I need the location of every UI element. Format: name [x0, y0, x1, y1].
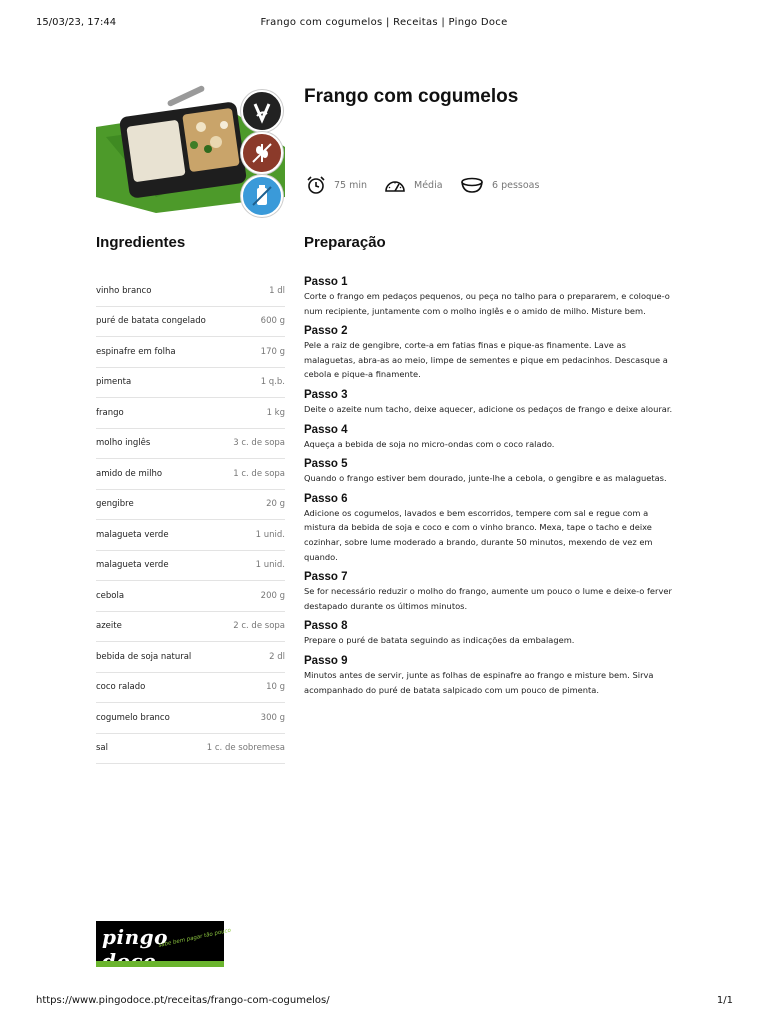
difficulty — [384, 174, 443, 196]
ingredient-row — [96, 581, 285, 612]
ingredient-quantity: 170 g — [260, 346, 285, 357]
step-title: Passo 9 — [304, 654, 348, 667]
step-1 — [304, 275, 674, 318]
ingredient-name: malagueta verde — [96, 560, 169, 571]
ingredient-name: puré de batata congelado — [96, 316, 206, 327]
servings-value: 6 pessoas — [492, 179, 540, 191]
lactose-free-badge — [241, 175, 283, 217]
print-url: https://www.pingodoce.pt/receitas/frango-com-cogumelos/ — [36, 995, 330, 1006]
step-text: Corte o frango em pedaços pequenos, ou peça no talho para o prepararem, e coloque-o num recipiente, juntamente com o molho inglês e o amido de milho. Misture bem. — [304, 291, 670, 316]
ingredient-row — [96, 307, 285, 338]
ingredient-quantity: 1 unid. — [255, 560, 285, 571]
ingredient-row — [96, 551, 285, 582]
ingredient-quantity: 2 c. de sopa — [233, 621, 285, 632]
prep-time-value: 75 min — [334, 179, 368, 191]
ingredient-name: bebida de soja natural — [96, 651, 192, 662]
ingredient-quantity: 1 dl — [269, 285, 285, 296]
ingredient-row — [96, 398, 285, 429]
ingredient-row — [96, 642, 285, 673]
ingredient-name: coco ralado — [96, 682, 146, 693]
difficulty-value: Média — [414, 179, 443, 191]
alarm-clock-icon — [306, 175, 326, 195]
ingredient-quantity: 20 g — [266, 499, 285, 510]
step-text: Pele a raiz de gengibre, corte-a em fatias finas e pique-as finamente. Lave as malaguetas, abra-as ao meio, limpe de sementes e pique em pedacinhos. Descasque a cebola e pique-a finamente. — [304, 340, 668, 380]
logo-green-bar — [96, 961, 224, 967]
ingredients-list — [96, 276, 285, 764]
ingredient-name: amido de milho — [96, 468, 163, 479]
ingredient-quantity: 1 q.b. — [260, 377, 285, 388]
logo-tagline: sabe bem pagar tão pouco — [158, 927, 232, 949]
print-page-count: 1/1 — [716, 995, 733, 1006]
step-3 — [304, 388, 674, 417]
bowl-icon — [460, 176, 484, 194]
print-date: 15/03/23, 17:44 — [36, 17, 117, 28]
step-text: Prepare o puré de batata seguindo as indicações da embalagem. — [304, 635, 575, 646]
step-title: Passo 8 — [304, 620, 348, 633]
step-8 — [304, 619, 674, 648]
ingredient-quantity: 1 c. de sopa — [233, 468, 285, 479]
ingredient-row — [96, 520, 285, 551]
step-title: Passo 2 — [304, 325, 348, 338]
step-9 — [304, 654, 674, 697]
step-title: Passo 1 — [304, 276, 348, 288]
ingredient-quantity: 200 g — [260, 590, 285, 601]
step-6 — [304, 492, 674, 564]
ingredient-quantity: 300 g — [260, 712, 285, 723]
step-4 — [304, 423, 674, 452]
ingredient-quantity: 10 g — [266, 682, 285, 693]
ingredient-name: sal — [96, 743, 108, 754]
ingredient-name: espinafre em folha — [96, 346, 176, 357]
recipe-title: Frango com cogumelos — [304, 86, 519, 107]
step-text: Minutos antes de servir, junte as folhas de espinafre ao frango e misture bem. Sirva acompanhado do puré de batata salpicado com um pouco de pimenta. — [304, 669, 654, 695]
ingredient-row — [96, 276, 285, 307]
step-title: Passo 3 — [304, 388, 348, 401]
ingredient-quantity: 2 dl — [269, 651, 285, 662]
print-page-title: Frango com cogumelos | Receitas | Pingo Doce — [260, 17, 508, 28]
ingredient-row — [96, 337, 285, 368]
ingredient-name: gengibre — [96, 499, 134, 510]
ingredient-name: azeite — [96, 621, 122, 632]
step-title: Passo 6 — [304, 492, 348, 505]
ingredients-heading: Ingredientes — [96, 234, 186, 251]
ingredient-quantity: 1 kg — [266, 407, 285, 418]
ingredient-name: molho inglês — [96, 438, 151, 449]
step-text: Quando o frango estiver bem dourado, junte-lhe a cebola, o gengibre e as malaguetas. — [304, 473, 667, 484]
step-7 — [304, 570, 674, 613]
step-text: Aqueça a bebida de soja no micro-ondas com o coco ralado. — [304, 438, 555, 449]
step-title: Passo 7 — [304, 571, 348, 584]
ingredient-row — [96, 368, 285, 399]
ingredient-row — [96, 734, 285, 765]
preparation-heading: Preparação — [304, 234, 386, 251]
step-text: Se for necessário reduzir o molho do frango, aumente um pouco o lume e deixe-o ferver destapado durante os últimos minutos. — [304, 586, 672, 611]
prep-time — [306, 174, 367, 196]
step-text: Deite o azeite num tacho, deixe aquecer, adicione os pedaços de frango e deixe alourar. — [304, 403, 673, 414]
ingredient-name: pimenta — [96, 377, 132, 388]
step-title: Passo 4 — [304, 423, 348, 436]
pingo-doce-logo — [96, 921, 232, 967]
gluten-free-badge — [241, 132, 283, 174]
ingredient-row — [96, 490, 285, 521]
ingredient-quantity: 1 c. de sobremesa — [206, 743, 285, 754]
step-2 — [304, 324, 674, 382]
mediterranean-diet-badge — [241, 90, 283, 132]
logo-wordmark: pingo — [102, 925, 168, 949]
gauge-icon — [384, 176, 406, 194]
step-text: Adicione os cogumelos, lavados e bem escorridos, tempere com sal e regue com a mistura da bebida de soja e coco e com o vinho branco. Mexa, tape o tacho e deixe cozinhar, sobre lume moderado a brando, durante 50 minutos, mexendo de vez em quando. — [304, 507, 653, 562]
diet-badges — [237, 90, 285, 215]
step-5 — [304, 457, 674, 486]
ingredient-quantity: 600 g — [260, 316, 285, 327]
servings — [460, 174, 539, 196]
ingredient-name: cogumelo branco — [96, 712, 170, 723]
ingredient-name: frango — [96, 407, 124, 418]
ingredient-name: vinho branco — [96, 285, 152, 296]
ingredient-row — [96, 429, 285, 460]
ingredient-row — [96, 673, 285, 704]
ingredient-name: cebola — [96, 590, 125, 601]
preparation-steps — [304, 275, 674, 703]
ingredient-row — [96, 459, 285, 490]
step-title: Passo 5 — [304, 458, 348, 471]
ingredient-row — [96, 612, 285, 643]
ingredient-quantity: 1 unid. — [255, 529, 285, 540]
ingredient-name: malagueta verde — [96, 529, 169, 540]
ingredient-row — [96, 703, 285, 734]
ingredient-quantity: 3 c. de sopa — [233, 438, 285, 449]
